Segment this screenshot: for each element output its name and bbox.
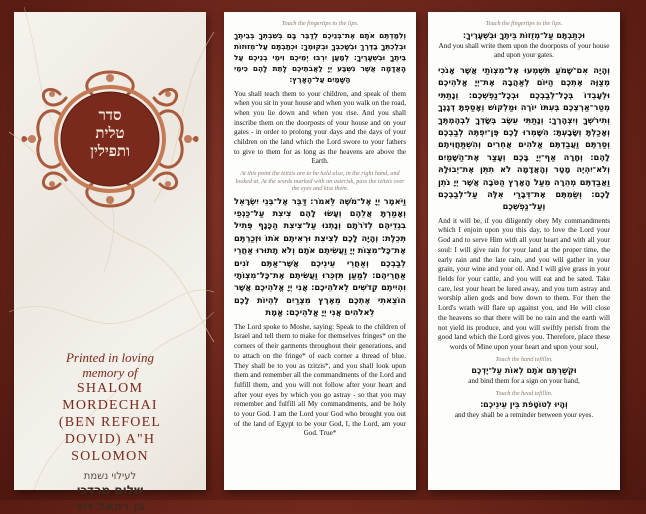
hebrew-vayomer: וַיֹּאמֶר יְיָ אֶל־מֹשֶׁה לֵּאמֹר׃ דַּבֵּר אֶל־בְּנֵי יִשְׂרָאֵל וְאָמַרְתָּ אֲלֵהֶם וְעָשׂוּ לָהֶם צִיצִת עַל־כַּנְפֵי בִגְדֵיהֶם לְדֹרֹתָם וְנָתְנוּ עַל־צִיצִת הַכָּנָף פְּתִיל תְּכֵלֶת׃ וְהָיָה לָכֶם לְצִיצִת וּרְאִיתֶם אֹתוֹ וּזְכַרְתֶּם אֶת־כָּל־מִצְוֹת יְיָ וַעֲשִׂיתֶם אֹתָם וְלֹא תָתוּרוּ אַחֲרֵי לְבַבְכֶם וְאַחֲרֵי עֵינֵיכֶם אֲשֶׁר־אַתֶּם זֹנִים אַחֲרֵיהֶם׃ לְמַעַן תִּזְכְּרוּ וַעֲשִׂיתֶם אֶת־כָּל־מִצְוֹתָי וִהְיִיתֶם קְדֹשִׁים לֵאלֹהֵיכֶם׃ אֲנִי יְיָ אֱלֹהֵיכֶם אֲשֶׁר הוֹצֵאתִי אֶתְכֶם מֵאֶרֶץ מִצְרַיִם לִהְיוֹת לָכֶם לֵאלֹהִים אֲנִי יְיָ אֱלֹהֵיכֶם׃ אֱמֶת [234,195,406,318]
english-uchtavtam: And you shall write them upon the doorposts of your house and upon your gates. [438,41,610,60]
cover-title-line-3: ותפילין [90,142,130,160]
honoree-line-3: (BEN REFOEL [58,415,162,430]
honoree-line-2: MORDECHAI [62,398,158,413]
instruction-touch-lips: Touch the fingertips to the lips. [485,20,563,27]
honoree-line-5: SOLOMON [71,449,149,464]
cover-title-line-2: טלית [95,124,125,142]
hebrew-memory-lead: לעילוי נשמת [83,471,137,482]
hebrew-name-line-2: בן רפאל דוד [75,499,145,513]
hebrew-veshinantam-end: וְלִמַּדְתֶּם אֹתָם אֶת־בְּנֵיכֶם לְדַבֵּר בָּם בְּשִׁבְתְּךָ בְּבֵיתֶךָ וּבְלֶכְתְּךָ בַדֶּרֶךְ וּבְשָׁכְבְּךָ וּבְקוּמֶךָ׃ וּכְתַבְתָּם עַל־מְזוּזוֹת בֵּיתֶךָ וּבִשְׁעָרֶיךָ׃ לְמַעַן יִרְבּוּ יְמֵיכֶם וִימֵי בְנֵיכֶם עַל הָאֲדָמָה אֲשֶׁר נִשְׁבַּע יְיָ לַאֲבֹתֵיכֶם לָתֵת לָהֶם כִּימֵי הַשָּׁמַיִם עַל־הָאָרֶץ׃ [234,30,406,85]
hebrew-vehayu: וְהָיוּ לְטוֹטָפֹת בֵּין עֵינֵיכֶם׃ [480,400,568,410]
english-vehaya: And it will be, if you diligently obey My commandments which I enjoin upon you this day, to love the Lord your God and to serve Him with all your heart and with all your soul: I will give rain for your land at the proper time, the early rain and the late rain, and you will gather in your grain, your wine and your oil. And I will give grass in your fields for your cattle, and you will eat and be sated. Take care, lest your heart be lured away, and you turn astray and worship alien gods and bow down to them. For then the Lord's wrath will flare up against you, and He will close the heavens so that there will be no rain and the earth will not yield its produce, and you will swiftly perish from the good land which the Lord gives you. Therefore, place these words of Mine upon your heart and upon your soul, [438,216,610,351]
memorial-dedication [14,350,206,514]
instruction-touch-lips: Touch the fingertips to the lips. [281,20,359,27]
english-vayomer: The Lord spoke to Moshe, saying: Speak to the children of Israel and tell them to make for themselves fringes* on the corners of their garments throughout their generations, and to attach on the fringe* of each corner a thread of blue. They shall be to you as tzitzis*, and you shall look upon them and remember all the commandments of the Lord and fulfill them, and you will not follow after your heart and after your eyes by which you go astray - so that you may remember and fulfill all My commandments, and be holy to your God. I am the Lord your God who brought you out of the land of Egypt to be your God, I, the Lord, am your God. True* [234,322,406,438]
instruction-tzitzis: At this point the tzitzis are to be held also, in the right hand, and looked at. At the words marked with an asterisk, pass the tzitzis over the eyes and kiss them. [235,170,405,193]
hebrew-ukshartam: וּקְשַׁרְתֶּם אֹתָם לְאוֹת עַל־יֶדְכֶם [471,366,577,376]
cover-title-line-1: סדר [98,106,122,124]
hebrew-vehaya: וְהָיָה אִם־שָׁמֹעַ תִּשְׁמְעוּ אֶל־מִצְוֹתַי אֲשֶׁר אָנֹכִי מְצַוֶּה אֶתְכֶם הַיּוֹם לְאַהֲבָה אֶת־יְיָ אֱלֹהֵיכֶם וּלְעָבְדוֹ בְּכָל־לְבַבְכֶם וּבְכָל־נַפְשְׁכֶם׃ וְנָתַתִּי מְטַר־אַרְצְכֶם בְּעִתּוֹ יוֹרֶה וּמַלְקוֹשׁ וְאָסַפְתָּ דְגָנֶךָ וְתִירֹשְׁךָ וְיִצְהָרֶךָ׃ וְנָתַתִּי עֵשֶׂב בְּשָׂדְךָ לִבְהֶמְתֶּךָ וְאָכַלְתָּ וְשָׂבָעְתָּ׃ הִשָּׁמְרוּ לָכֶם פֶּן־יִפְתֶּה לְבַבְכֶם וְסַרְתֶּם וַעֲבַדְתֶּם אֱלֹהִים אֲחֵרִים וְהִשְׁתַּחֲוִיתֶם לָהֶם׃ וְחָרָה אַף־יְיָ בָּכֶם וְעָצַר אֶת־הַשָּׁמַיִם וְלֹא־יִהְיֶה מָטָר וְהָאֲדָמָה לֹא תִתֵּן אֶת־יְבוּלָהּ וַאֲבַדְתֶּם מְהֵרָה מֵעַל הָאָרֶץ הַטֹּבָה אֲשֶׁר יְיָ נֹתֵן לָכֶם׃ וְשַׂמְתֶּם אֶת־דְּבָרַי אֵלֶּה עַל־לְבַבְכֶם וְעַל־נַפְשְׁכֶם [438,64,610,212]
instruction-hand-tefillin: Touch the hand tefillin. [495,355,553,363]
middle-page [224,12,416,490]
memory-lead-2: memory of [82,365,138,380]
memory-lead-1: Printed in loving [65,350,155,365]
instruction-head-tefillin: Touch the head tefillin. [495,389,553,397]
hebrew-uchtavtam: וּכְתַבְתָּם עַל־מְזֻזוֹת בֵּיתֶךָ וּבִשְׁעָרֶיךָ׃ [463,30,585,40]
english-vehayu: and they shall be a reminder between your eyes. [454,411,594,420]
cover-panel [14,12,206,513]
right-page [428,12,620,490]
honoree-line-4: DOVID) A"H [64,432,156,447]
english-veshinantam-end: You shall teach them to your children, and speak of them when you sit in your house and when you walk on the road, when you lie down and when you rise. And you shall inscribe them on the doorposts of your house and on your gates - in order to prolong your days and the days of your children on the land which the Lord swore to your fathers to give to them for as long as the heavens are above the Earth. [234,89,406,166]
hebrew-name-line-1: שלום מרדכי [76,483,144,497]
honoree-line-1: SHALOM [76,381,144,396]
english-ukshartam: and bind them for a sign on your hand, [468,377,580,386]
